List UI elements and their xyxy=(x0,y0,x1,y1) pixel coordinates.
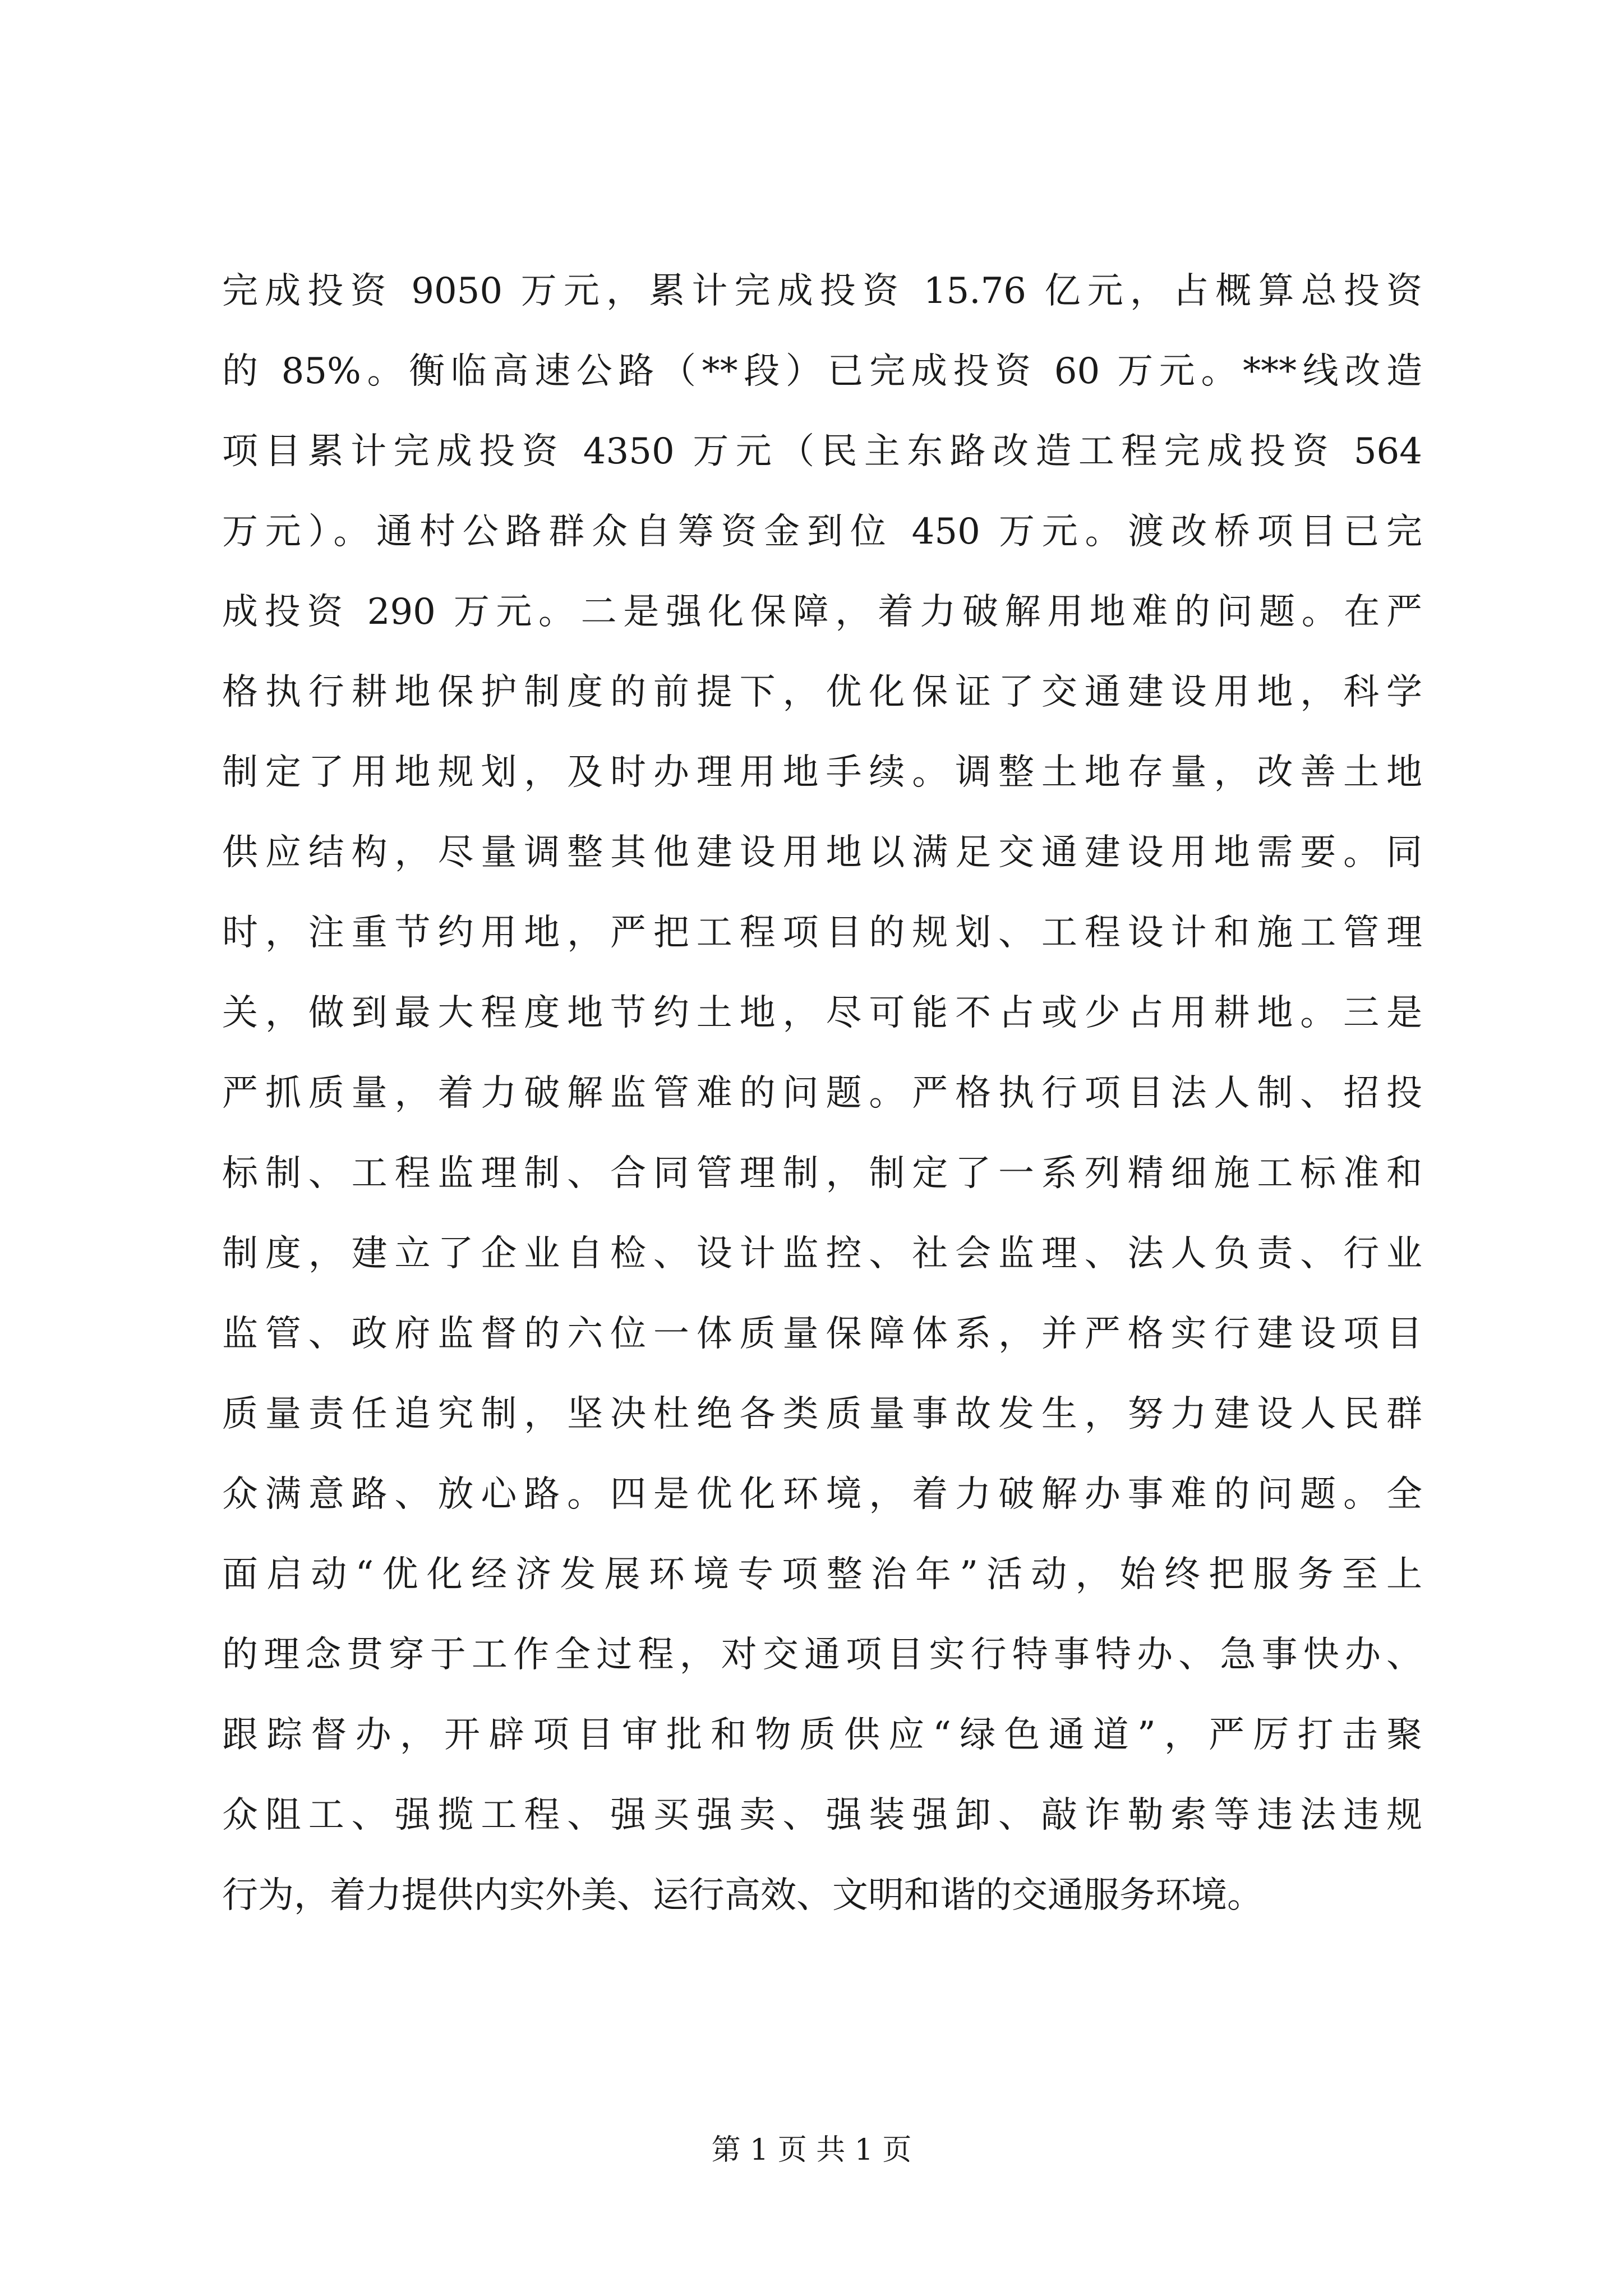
text-line: 标制、工程监理制、合同管理制，制定了一系列精细施工标准和 xyxy=(222,1153,1422,1194)
text-line: 时，注重节约用地，严把工程项目的规划、工程设计和施工管理 xyxy=(222,912,1422,954)
text-line: 成投资 290 万元。二是强化保障，着力破解用地难的问题。在严 xyxy=(222,591,1422,633)
text-line: 面启动“优化经济发展环境专项整治年”活动，始终把服务至上 xyxy=(222,1554,1422,1595)
text-line: 行为，着力提供内实外美、运行高效、文明和谐的交通服务环境。 xyxy=(222,1875,1263,1916)
text-line: 监管、政府监督的六位一体质量保障体系，并严格实行建设项目 xyxy=(222,1313,1422,1355)
text-line: 格执行耕地保护制度的前提下，优化保证了交通建设用地，科学 xyxy=(222,671,1422,713)
text-line: 完成投资 9050 万元，累计完成投资 15.76 亿元，占概算总投资 xyxy=(222,270,1422,312)
text-line: 万元）。通村公路群众自筹资金到位 450 万元。渡改桥项目已完 xyxy=(222,511,1422,553)
text-line: 质量责任追究制，坚决杜绝各类质量事故发生，努力建设人民群 xyxy=(222,1393,1422,1435)
text-line: 关，做到最大程度地节约土地，尽可能不占或少占用耕地。三是 xyxy=(222,992,1422,1034)
text-line: 的理念贯穿于工作全过程，对交通项目实行特事特办、急事快办、 xyxy=(222,1634,1422,1676)
text-line: 供应结构，尽量调整其他建设用地以满足交通建设用地需要。同 xyxy=(222,832,1422,873)
text-line: 制度，建立了企业自检、设计监控、社会监理、法人负责、行业 xyxy=(222,1233,1422,1274)
text-line: 众阻工、强揽工程、强买强卖、强装强卸、敲诈勒索等违法违规 xyxy=(222,1795,1422,1836)
text-line: 制定了用地规划，及时办理用地手续。调整土地存量，改善土地 xyxy=(222,752,1422,793)
text-line: 项目累计完成投资 4350 万元（民主东路改造工程完成投资 564 xyxy=(222,431,1422,472)
text-line: 跟踪督办，开辟项目审批和物质供应“绿色通道”，严厉打击聚 xyxy=(222,1714,1422,1756)
page-number-footer: 第 1 页 共 1 页 xyxy=(711,2133,912,2167)
text-line: 的 85%。衡临高速公路（**段）已完成投资 60 万元。***线改造 xyxy=(222,351,1422,392)
body-paragraph xyxy=(222,251,1422,1936)
text-line: 众满意路、放心路。四是优化环境，着力破解办事难的问题。全 xyxy=(222,1474,1422,1515)
text-line: 严抓质量，着力破解监管难的问题。严格执行项目法人制、招投 xyxy=(222,1073,1422,1114)
